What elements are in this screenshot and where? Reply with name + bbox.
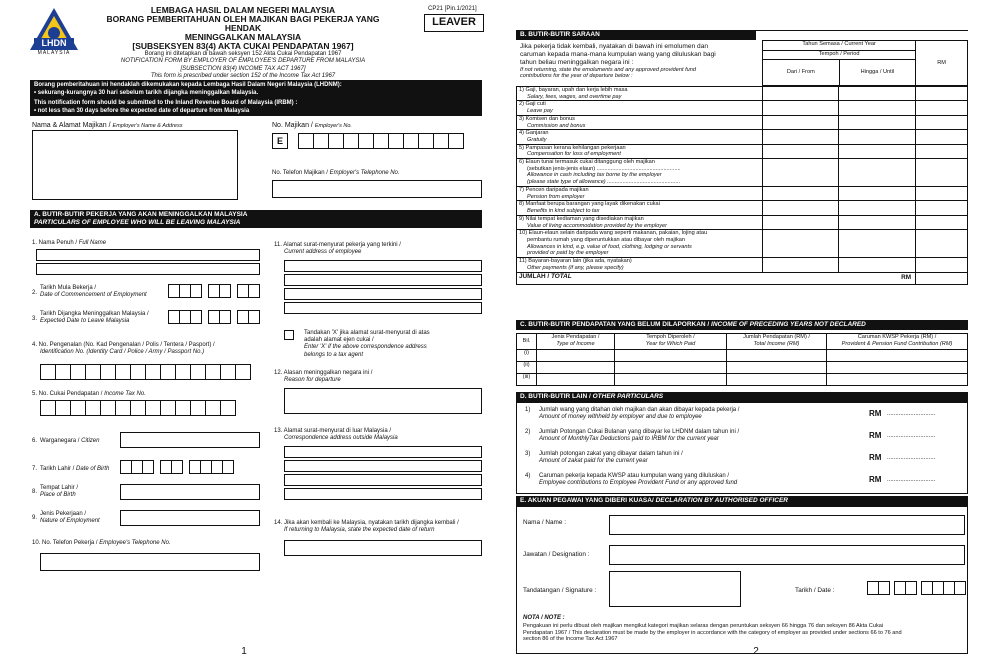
overseas-address-line-2[interactable] bbox=[284, 460, 482, 472]
d-item-2-rm: RM bbox=[869, 431, 882, 440]
row-text: Salary, fees, wages, and overtime pay bbox=[527, 93, 622, 100]
row-text: Leave pay bbox=[527, 108, 553, 115]
current-address-label: 11. Alamat surat-menyurat pekerja yang terkini / Current address of employee bbox=[274, 242, 401, 256]
employee-tel-label: 10. No. Telefon Pekerja / Employee's Telephone No. bbox=[32, 540, 171, 546]
employer-tel-label: No. Telefon Majikan / Employer's Telephone No. bbox=[272, 170, 400, 176]
cell-from[interactable] bbox=[762, 101, 839, 115]
employer-name-address-field[interactable] bbox=[32, 130, 238, 200]
return-date-label: 14. Jika akan kembali ke Malaysia, nyatakan tarikh dijangka kembali / If returning to Malaysia, state the expected date of return bbox=[274, 520, 459, 534]
row-label: (i) bbox=[517, 350, 537, 362]
employer-tel-field[interactable] bbox=[272, 180, 482, 198]
row-text: 9) Nilai tempat kediaman yang disediakan majikan bbox=[519, 215, 644, 222]
page-1 bbox=[0, 0, 488, 666]
cell-rm[interactable] bbox=[916, 144, 968, 158]
job-field[interactable] bbox=[120, 510, 260, 526]
d-item-3-number: 3) bbox=[525, 451, 531, 457]
cell-until[interactable] bbox=[839, 258, 916, 272]
officer-name-field[interactable] bbox=[609, 515, 965, 535]
cell-rm[interactable] bbox=[916, 230, 968, 258]
page-number-1: 1 bbox=[241, 646, 247, 657]
cell-from[interactable] bbox=[762, 87, 839, 101]
row-text: 11) Bayaran-bayaran lain (jika ada, nyatakan) bbox=[519, 258, 632, 265]
cell-until[interactable] bbox=[839, 215, 916, 229]
row-text: Allowance in cash including tax borne by the employer bbox=[527, 172, 662, 179]
leave-date-number: 3. bbox=[32, 316, 38, 322]
cell-rm[interactable] bbox=[916, 187, 968, 201]
tax-agent-checkbox[interactable] bbox=[284, 330, 294, 340]
row-text: 7) Pencen daripada majikan bbox=[519, 187, 589, 194]
col-total-income: Jumlah Pendapatan (RM) / Total Income (RM) bbox=[727, 334, 827, 350]
notice-line-2: • sekurang-kurangnya 30 hari sebelum tarikh dijangka meninggalkan Malaysia. bbox=[34, 89, 259, 96]
section-b-row-label bbox=[517, 101, 763, 115]
cell-from[interactable] bbox=[762, 159, 839, 187]
return-date-field[interactable] bbox=[284, 540, 482, 556]
form-code: CP21 [Pin.1/2021] bbox=[428, 6, 477, 12]
dob-label: Tarikh Lahir / Date of Birth bbox=[40, 466, 110, 472]
dob-number: 7. bbox=[32, 466, 38, 472]
officer-name-label: Nama / Name : bbox=[523, 519, 566, 526]
header-title-3: MENINGGALKAN MALAYSIA bbox=[184, 31, 302, 42]
col-until: Hingga / Until bbox=[839, 60, 916, 86]
d-item-2-number: 2) bbox=[525, 429, 531, 435]
officer-designation-label: Jawatan / Designation : bbox=[523, 551, 590, 558]
form-type-badge: LEAVER bbox=[424, 14, 484, 32]
lhdn-logo bbox=[28, 6, 80, 58]
tax-no-label: 5. No. Cukai Pendapatan / Income Tax No. bbox=[32, 391, 146, 397]
section-b-row-label bbox=[517, 230, 763, 258]
overseas-address-line-1[interactable] bbox=[284, 446, 482, 458]
reason-field[interactable] bbox=[284, 388, 482, 414]
section-d-body bbox=[516, 402, 968, 494]
section-c-table bbox=[516, 333, 968, 386]
total-value[interactable] bbox=[916, 272, 968, 284]
cell-from[interactable] bbox=[762, 115, 839, 129]
commencement-label: Tarikh Mula Bekerja / Date of Commencement of Employment bbox=[40, 285, 147, 299]
section-b-row-label bbox=[517, 144, 763, 158]
logo-text: LHDN bbox=[34, 38, 74, 49]
section-e-body bbox=[516, 506, 968, 654]
cell-rm[interactable] bbox=[916, 258, 968, 272]
cell-input[interactable] bbox=[615, 362, 727, 374]
row-text: 8) Manfaat berupa barangan yang layak dikenakan cukai bbox=[519, 201, 660, 208]
employer-no-label: No. Majikan / Employer's No. bbox=[272, 122, 352, 129]
row-label: (iii) bbox=[517, 374, 537, 386]
cell-input[interactable] bbox=[827, 350, 968, 362]
d-item-4-value[interactable]: ............................. bbox=[887, 477, 936, 483]
section-b-row-label bbox=[517, 215, 763, 229]
d-item-2-label: Jumlah Potongan Cukai Bulanan yang dibayar ke LHDNM dalam tahun ini / Amount of MonthlyTax Deductions paid to IRBM for the current year bbox=[539, 429, 740, 443]
full-name-label: 1. Nama Penuh / Full Name bbox=[32, 240, 107, 246]
current-address-line-3[interactable] bbox=[284, 288, 482, 300]
row-text: (please state type of allowance) ............................................... bbox=[527, 179, 681, 186]
signature-field[interactable] bbox=[609, 571, 741, 607]
col-bil: Bil. bbox=[517, 334, 537, 350]
d-item-1-rm: RM bbox=[869, 409, 882, 418]
section-b-row-label bbox=[517, 130, 763, 144]
col-income-type: Jenis Pendapatan / Type of Income bbox=[537, 334, 615, 350]
logo-subtext: MALAYSIA bbox=[37, 50, 71, 56]
section-b-row-label bbox=[517, 87, 763, 101]
section-b-row-label bbox=[517, 201, 763, 215]
col-year-paid: Tempoh Diperoleh / Year for Which Paid bbox=[615, 334, 727, 350]
d-item-1-number: 1) bbox=[525, 407, 531, 413]
section-e-heading: E. AKUAN PEGAWAI YANG DIBERI KUASA/ DECLARATION BY AUTHORISED OFFICER bbox=[516, 496, 968, 506]
cell-from[interactable] bbox=[762, 187, 839, 201]
cell-rm[interactable] bbox=[916, 201, 968, 215]
tax-agent-note: Tandakan 'X' jika alamat surat-menyurat di atas adalah alamat ejen cukai / Enter 'X' if the above correspondence address belongs to a tax agent bbox=[304, 330, 430, 358]
cell-until[interactable] bbox=[839, 159, 916, 187]
d-item-4-rm: RM bbox=[869, 475, 882, 484]
reason-label: 12. Alasan meninggalkan negara ini / Reason for departure bbox=[274, 370, 373, 384]
pob-label: Tempat Lahir / Place of Birth bbox=[40, 485, 79, 499]
header-line-7: [SUBSECTION 83(4) INCOME TAX ACT 1967] bbox=[180, 65, 306, 72]
cell-rm[interactable] bbox=[916, 115, 968, 129]
id-no-field[interactable] bbox=[40, 364, 250, 380]
officer-designation-field[interactable] bbox=[609, 545, 965, 565]
employee-tel-field[interactable] bbox=[40, 553, 260, 571]
cell-rm[interactable] bbox=[916, 130, 968, 144]
dob-field[interactable] bbox=[120, 460, 233, 474]
d-item-4-number: 4) bbox=[525, 473, 531, 479]
cell-input[interactable] bbox=[537, 350, 615, 362]
current-address-line-4[interactable] bbox=[284, 302, 482, 314]
page-2 bbox=[512, 0, 1000, 666]
row-text: Commission and bonus bbox=[527, 122, 586, 129]
row-text: provided or paid by the employer bbox=[527, 250, 609, 257]
d-item-3-rm: RM bbox=[869, 453, 882, 462]
leave-date-label: Tarikh Dijangka Meninggalkan Malaysia / Expected Date to Leave Malaysia bbox=[40, 311, 149, 325]
note-title: NOTA / NOTE : bbox=[523, 615, 565, 621]
cell-input[interactable] bbox=[537, 374, 615, 386]
date-label: Tarikh / Date : bbox=[795, 587, 835, 594]
commencement-date-field[interactable] bbox=[168, 284, 259, 298]
section-b-intro: Jika pekerja tidak kembali, nyatakan di bawah ini emolumen dan caruman kepada mana-mana kumpulan wang yang diluluskan bagi tahun beliau meninggalkan negara ini : If not returning, state the emoluments and any approved provident fund contributions for the year of departure below : bbox=[520, 43, 716, 80]
section-b-header-table bbox=[762, 40, 968, 86]
overseas-address-label: 13. Alamat surat-menyurat di luar Malaysia / Correspondence address outside Malaysia bbox=[274, 428, 398, 442]
cell-input[interactable] bbox=[615, 374, 727, 386]
cell-until[interactable] bbox=[839, 144, 916, 158]
d-item-1-label: Jumlah wang yang ditahan oleh majikan dan akan dibayar kepada pekerja / Amount of money withheld by employer and due to employee bbox=[539, 407, 740, 421]
cell-from[interactable] bbox=[762, 215, 839, 229]
row-text: Compensation for loss of employment bbox=[527, 151, 621, 158]
col-current-year: Tahun Semasa / Current Year bbox=[763, 41, 916, 51]
id-no-label: 4. No. Pengenalan (No. Kad Pengenalan / Polis / Tentera / Pasport) / Identification No. (Identity Card / Police / Army / Passport No.) bbox=[32, 342, 215, 356]
section-b-row-label bbox=[517, 258, 763, 272]
total-label: JUMLAH / bbox=[519, 272, 550, 280]
cell-rm[interactable] bbox=[916, 101, 968, 115]
section-b-heading: B. BUTIR-BUTIR SARAAN bbox=[516, 30, 756, 40]
row-text: Benefits in kind subject to tax bbox=[527, 208, 600, 215]
d-item-3-value[interactable]: ............................. bbox=[887, 455, 936, 461]
current-address-line-1[interactable] bbox=[284, 260, 482, 272]
notice-line-1: Borang pemberitahuan ini hendaklah dikemukakan kepada Lembaga Hasil Dalam Negeri Malaysia (LHDNM): bbox=[34, 82, 342, 88]
total-label-en: TOTAL bbox=[550, 272, 572, 280]
header-title-2: BORANG PEMBERITAHUAN OLEH MAJIKAN BAGI PEKERJA YANG HENDAK bbox=[106, 13, 380, 33]
citizen-number: 6. bbox=[32, 438, 38, 444]
d-item-3-label: Jumlah potongan zakat yang dibayar dalam tahun ini / Amount of zakat paid for the current year bbox=[539, 451, 683, 465]
row-text: Allowances in kind, e.g. value of food, clothing, lodging or servants bbox=[527, 243, 692, 250]
section-b-row-label bbox=[517, 187, 763, 201]
cell-rm[interactable] bbox=[916, 159, 968, 187]
page-number-2: 2 bbox=[753, 646, 759, 657]
cell-until[interactable] bbox=[839, 201, 916, 215]
cell-until[interactable] bbox=[839, 101, 916, 115]
overseas-address-line-3[interactable] bbox=[284, 474, 482, 486]
row-text: Gratuity bbox=[527, 136, 547, 143]
cell-until[interactable] bbox=[839, 230, 916, 258]
col-kwsp: Caruman KWSP Pekerja (RM) / Provident & Pension Fund Contribution (RM) bbox=[827, 334, 968, 350]
header-title-4: [SUBSEKSYEN 83(4) AKTA CUKAI PENDAPATAN 1967] bbox=[132, 40, 354, 51]
pob-number: 8. bbox=[32, 489, 38, 495]
cell-input[interactable] bbox=[827, 374, 968, 386]
d-item-4-label: Caruman pekerja kepada KWSP atau kumpulan wang yang diluluskan / Employee contributions to Employee Provident Fund or any approved fund bbox=[539, 473, 738, 487]
section-b-table bbox=[516, 86, 968, 285]
col-period: Tempoh / Period bbox=[763, 51, 916, 60]
cell-rm[interactable] bbox=[916, 215, 968, 229]
citizen-field[interactable] bbox=[120, 432, 260, 448]
cell-from[interactable] bbox=[762, 258, 839, 272]
cell-until[interactable] bbox=[839, 130, 916, 144]
row-text: 5) Pampasan kerana kehilangan pekerjaan bbox=[519, 144, 626, 151]
cell-input[interactable] bbox=[827, 362, 968, 374]
pob-field[interactable] bbox=[120, 484, 260, 500]
row-text: 2) Gaji cuti bbox=[519, 101, 546, 108]
row-text: 10) Elaun-elaun selain daripada wang seperti makanan, pakaian, lojing atau bbox=[519, 230, 708, 237]
cell-input[interactable] bbox=[537, 362, 615, 374]
note-text: Pengakuan ini perlu dibuat oleh majikan mengikut kategori majikan selaras dengan peruntukan seksyen 66 hingga 76 dan seksyen 86 Akta Cukai Pendapatan 1967 / This declaration must be made by the employer in accordance with the category of employer as provided under sections 66 to 76 and section 86 of the Income Tax Act 1967 bbox=[523, 623, 902, 643]
cell-from[interactable] bbox=[762, 130, 839, 144]
row-text: 4) Ganjaran bbox=[519, 130, 549, 137]
submission-notice bbox=[30, 80, 482, 116]
header-line-6: NOTIFICATION FORM BY EMPLOYER OF EMPLOYEE'S DEPARTURE FROM MALAYSIA bbox=[120, 58, 366, 65]
declaration-date-field[interactable] bbox=[867, 581, 965, 595]
leave-date-field[interactable] bbox=[168, 310, 259, 324]
employer-no-field[interactable] bbox=[298, 133, 463, 149]
cell-from[interactable] bbox=[762, 201, 839, 215]
d-item-1-value[interactable]: ............................. bbox=[887, 411, 936, 417]
row-text: pembantu rumah yang diperuntukkan atau dibayar oleh majikan bbox=[527, 236, 685, 243]
cell-input[interactable] bbox=[727, 350, 827, 362]
row-text: 3) Komisen dan bonus bbox=[519, 115, 575, 122]
d-item-2-value[interactable]: ............................. bbox=[887, 433, 936, 439]
header-title-1: LEMBAGA HASIL DALAM NEGERI MALAYSIA bbox=[150, 5, 336, 15]
commencement-number: 2. bbox=[32, 290, 38, 296]
total-rm: RM bbox=[901, 273, 912, 281]
section-b-row-label bbox=[517, 115, 763, 129]
job-number: 9. bbox=[32, 515, 38, 521]
overseas-address-line-4[interactable] bbox=[284, 488, 482, 500]
cell-input[interactable] bbox=[615, 350, 727, 362]
cell-rm[interactable] bbox=[916, 87, 968, 101]
col-from: Dari / From bbox=[763, 60, 840, 86]
cell-until[interactable] bbox=[839, 87, 916, 101]
row-text: Pension from employer bbox=[527, 193, 585, 200]
full-name-field-2[interactable] bbox=[36, 263, 260, 275]
section-b-row-label bbox=[517, 159, 763, 187]
signature-label: Tandatangan / Signature : bbox=[523, 587, 597, 594]
citizen-label: Warganegara / Citizen bbox=[40, 438, 100, 444]
section-a-heading: A. BUTIR-BUTIR PEKERJA YANG AKAN MENINGGALKAN MALAYSIA PARTICULARS OF EMPLOYEE WHO WILL BE LEAVING MALAYSIA bbox=[30, 210, 482, 228]
current-address-line-2[interactable] bbox=[284, 274, 482, 286]
section-d-heading: D. BUTIR-BUTIR LAIN / OTHER PARTICULARS bbox=[516, 392, 968, 402]
row-text: 1) Gaji, bayaran, upah dan kerja lebih masa bbox=[519, 87, 628, 93]
total-label-cell bbox=[517, 272, 916, 284]
cell-until[interactable] bbox=[839, 115, 916, 129]
employer-name-label: Nama & Alamat Majikan / Employer's Name & Address bbox=[32, 122, 183, 129]
cell-from[interactable] bbox=[762, 230, 839, 258]
cell-input[interactable] bbox=[727, 374, 827, 386]
row-text: 6) Elaun tunai termasuk cukai ditanggung oleh majikan bbox=[519, 159, 655, 166]
row-text: Value of living accommodation provided by the employer bbox=[527, 222, 668, 229]
row-label: (ii) bbox=[517, 362, 537, 374]
full-name-field-1[interactable] bbox=[36, 249, 260, 261]
header-line-8: This form is prescribed under section 152 of the Income Tax Act 1967 bbox=[150, 73, 336, 80]
cell-input[interactable] bbox=[727, 362, 827, 374]
section-c-heading: C. BUTIR-BUTIR PENDAPATAN YANG BELUM DILAPORKAN / INCOME OF PRECEDING YEARS NOT DECLARED bbox=[516, 320, 968, 330]
employer-no-prefix: E bbox=[272, 133, 288, 149]
row-text: (sebutkan jenis-jenis elaun) ...................................................... bbox=[527, 165, 681, 172]
cell-from[interactable] bbox=[762, 144, 839, 158]
tax-no-field[interactable] bbox=[40, 400, 235, 416]
notice-line-3: This notification form should be submitted to the Inland Revenue Board of Malaysia (IRBM) : bbox=[34, 100, 298, 106]
col-rm: RM bbox=[916, 41, 968, 86]
header-line-5: Borang ini ditetapkan di bawah seksyen 152 Akta Cukai Pendapatan 1967 bbox=[144, 50, 342, 57]
row-text: Other payments (if any, please specify) bbox=[527, 264, 624, 271]
job-label: Jenis Pekerjaan / Nature of Employment bbox=[40, 511, 100, 525]
notice-line-4: • not less than 30 days before the expected date of departure from Malaysia bbox=[34, 107, 250, 114]
form-header bbox=[88, 6, 398, 81]
cell-until[interactable] bbox=[839, 187, 916, 201]
